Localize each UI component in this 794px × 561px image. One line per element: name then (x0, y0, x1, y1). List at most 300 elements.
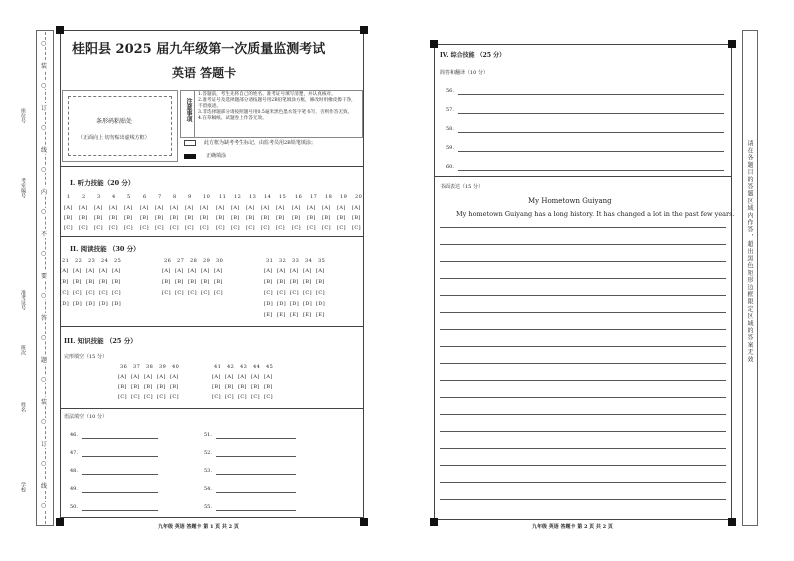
cut-mark: 装 (41, 399, 48, 406)
essay-line[interactable] (440, 288, 726, 296)
answer-bubble[interactable]: [C] (292, 225, 301, 231)
answer-blank[interactable] (216, 451, 296, 457)
answer-bubble[interactable]: [B] (73, 279, 82, 285)
cut-mark: 不 (41, 231, 48, 238)
answer-bubble[interactable]: [A] (337, 205, 346, 211)
answer-bubble[interactable]: [B] (99, 279, 108, 285)
answer-bubble[interactable]: [D] (99, 301, 109, 307)
answer-bubble[interactable]: [A] (264, 374, 273, 380)
answer-bubble[interactable]: [A] (60, 268, 69, 274)
answer-bubble[interactable]: [B] (277, 279, 286, 285)
essay-line[interactable] (440, 322, 726, 330)
school-label: 学校 (20, 482, 26, 492)
answer-bubble[interactable]: [A] (86, 268, 95, 274)
answer-bubble[interactable]: [A] (322, 205, 331, 211)
answer-bubble[interactable]: [A] (307, 205, 316, 211)
question-number: 28 (190, 258, 198, 264)
question-number: 34 (305, 258, 313, 264)
question-number: 40 (172, 364, 180, 370)
question-number: 44 (253, 364, 261, 370)
question-number: 3 (97, 194, 101, 200)
answer-bubble[interactable]: [B] (155, 215, 164, 221)
essay-line[interactable] (440, 492, 726, 500)
section1-title: I. 听力技能（20 分） (70, 179, 135, 187)
blank-number: 51. (204, 432, 212, 438)
question-number: 6 (143, 194, 147, 200)
corner-mark (728, 40, 736, 48)
answer-bubble[interactable]: [A] (303, 268, 312, 274)
answer-bubble[interactable]: [A] (200, 205, 209, 211)
cut-mark: 线 (41, 147, 48, 154)
answer-bubble[interactable]: [C] (60, 290, 69, 296)
question-number: 7 (158, 194, 162, 200)
answer-blank[interactable] (82, 433, 158, 439)
question-number: 12 (234, 194, 242, 200)
absent-box[interactable] (184, 140, 196, 146)
answer-bubble[interactable]: [A] (79, 205, 88, 211)
answer-bubble[interactable]: [A] (251, 374, 260, 380)
answer-bubble[interactable]: [B] (290, 279, 299, 285)
question-number: 14 (264, 194, 272, 200)
cut-mark: 要 (41, 273, 48, 280)
answer-bubble[interactable]: [A] (290, 268, 299, 274)
essay-line[interactable] (440, 407, 726, 415)
answer-bubble[interactable]: [D] (277, 301, 287, 307)
cut-mark: ○ (41, 418, 47, 425)
answer-bubble[interactable]: [B] (157, 384, 166, 390)
cut-mark: 装 (41, 63, 48, 70)
question-number: 13 (249, 194, 257, 200)
answer-blank[interactable] (82, 451, 158, 457)
question-number: 17 (310, 194, 318, 200)
qa-number: 59. (446, 145, 454, 151)
answer-bubble[interactable]: [C] (290, 290, 299, 296)
answer-bubble[interactable]: [C] (86, 290, 95, 296)
cut-mark: 内 (41, 189, 48, 196)
answer-bubble[interactable]: [B] (170, 384, 179, 390)
answer-bubble[interactable]: [B] (231, 215, 240, 221)
footer-page1: 九年级 英语 答题卡 第 1 页 共 2 页 (158, 524, 239, 530)
answer-bubble[interactable]: [B] (162, 279, 171, 285)
answer-bubble[interactable]: [C] (231, 225, 240, 231)
absent-note: 此方框为缺考考生标记，由监考员用2B铅笔填涂； (204, 140, 316, 146)
essay-line[interactable] (440, 220, 726, 228)
essay-line[interactable] (440, 254, 726, 262)
essay-line[interactable] (440, 424, 726, 432)
question-number: 16 (295, 194, 303, 200)
answer-bubble[interactable]: [B] (322, 215, 331, 221)
answer-bubble[interactable]: [B] (303, 279, 312, 285)
answer-bubble[interactable]: [B] (352, 215, 361, 221)
barcode-inner (68, 96, 172, 156)
essay-line[interactable] (440, 441, 726, 449)
answer-bubble[interactable]: [B] (216, 215, 225, 221)
qa-answer-line[interactable] (458, 108, 724, 114)
answer-bubble[interactable]: [A] (109, 205, 118, 211)
answer-bubble[interactable]: [C] (307, 225, 316, 231)
blank-number: 50. (70, 504, 78, 510)
question-number: 1 (67, 194, 71, 200)
answer-bubble[interactable]: [B] (175, 279, 184, 285)
answer-bubble[interactable]: [C] (124, 225, 133, 231)
answer-bubble[interactable]: [B] (112, 279, 121, 285)
blank-number: 52. (204, 450, 212, 456)
answer-bubble[interactable]: [A] (214, 268, 223, 274)
answer-bubble[interactable]: [A] (212, 374, 221, 380)
divider (60, 408, 364, 409)
answer-bubble[interactable]: [B] (264, 279, 273, 285)
section3-title: III. 知识技能 （25 分） (64, 337, 137, 345)
answer-bubble[interactable]: [C] (109, 225, 118, 231)
answer-bubble[interactable]: [C] (112, 290, 121, 296)
notice-label: 注意事项 (185, 98, 192, 122)
cut-mark: ○ (41, 82, 47, 89)
answer-bubble[interactable]: [A] (94, 205, 103, 211)
answer-bubble[interactable]: [B] (140, 215, 149, 221)
answer-blank[interactable] (216, 505, 296, 511)
question-number: 10 (203, 194, 211, 200)
qa-answer-line[interactable] (458, 89, 724, 95)
answer-bubble[interactable]: [C] (73, 290, 82, 296)
answer-bubble[interactable]: [C] (131, 394, 140, 400)
question-number: 19 (340, 194, 348, 200)
answer-bubble[interactable]: [C] (144, 394, 153, 400)
answer-bubble[interactable]: [C] (246, 225, 255, 231)
essay-line[interactable] (440, 475, 726, 483)
answer-bubble[interactable]: [B] (64, 215, 73, 221)
answer-bubble[interactable]: [B] (292, 215, 301, 221)
question-number: 33 (292, 258, 300, 264)
answer-bubble[interactable]: [C] (157, 394, 166, 400)
answer-blank[interactable] (82, 487, 158, 493)
answer-bubble[interactable]: [D] (60, 301, 70, 307)
answer-bubble[interactable]: [D] (316, 301, 326, 307)
answer-bubble[interactable]: [C] (212, 394, 221, 400)
question-number: 30 (216, 258, 224, 264)
corner-mark (728, 518, 736, 526)
answer-bubble[interactable]: [B] (200, 215, 209, 221)
answer-bubble[interactable]: [B] (201, 279, 210, 285)
answer-bubble[interactable]: [C] (79, 225, 88, 231)
answer-bubble[interactable]: [C] (316, 290, 325, 296)
answer-bubble[interactable]: [C] (264, 290, 273, 296)
question-number: 37 (133, 364, 141, 370)
answer-bubble[interactable]: [C] (277, 290, 286, 296)
answer-bubble[interactable]: [B] (276, 215, 285, 221)
name-label: 姓名 (20, 402, 26, 412)
cut-mark: ○ (41, 292, 47, 299)
answer-bubble[interactable]: [A] (277, 268, 286, 274)
answer-bubble[interactable]: [A] (73, 268, 82, 274)
corner-mark (360, 518, 368, 526)
answer-bubble[interactable]: [B] (188, 279, 197, 285)
answer-blank[interactable] (82, 505, 158, 511)
answer-bubble[interactable]: [A] (352, 205, 361, 211)
cut-mark: 题 (41, 357, 48, 364)
answer-bubble[interactable]: [B] (316, 279, 325, 285)
footer-page2: 九年级 英语 答题卡 第 2 页 共 2 页 (532, 524, 613, 530)
answer-bubble[interactable]: [C] (251, 394, 260, 400)
answer-bubble[interactable]: [C] (214, 290, 223, 296)
answer-bubble[interactable]: [C] (188, 290, 197, 296)
answer-bubble[interactable]: [C] (200, 225, 209, 231)
question-number: 21 (62, 258, 70, 264)
cut-mark: ○ (41, 166, 47, 173)
question-number: 41 (214, 364, 222, 370)
answer-bubble[interactable]: [B] (118, 384, 127, 390)
essay-title: My Hometown Guiyang (528, 197, 612, 205)
corner-mark (430, 40, 438, 48)
answer-bubble[interactable]: [D] (73, 301, 83, 307)
answer-bubble[interactable]: [E] (303, 312, 312, 318)
notice-divider (194, 90, 195, 138)
answer-bubble[interactable]: [C] (64, 225, 73, 231)
answer-bubble[interactable]: [C] (225, 394, 234, 400)
answer-bubble[interactable]: [A] (175, 268, 184, 274)
question-number: 2 (82, 194, 86, 200)
answer-bubble[interactable]: [D] (303, 301, 313, 307)
answer-bubble[interactable]: [B] (124, 215, 133, 221)
answer-blank[interactable] (82, 469, 158, 475)
cut-mark: ○ (41, 334, 47, 341)
divider (60, 236, 364, 237)
notice-item: 4.在草稿纸、试题卷上作答无效。 (198, 116, 267, 121)
blank-number: 46. (70, 432, 78, 438)
question-number: 27 (177, 258, 185, 264)
page-subtitle: 英语 答题卡 (172, 66, 237, 80)
answer-bubble[interactable]: [A] (261, 205, 270, 211)
answer-bubble[interactable]: [A] (99, 268, 108, 274)
question-number: 31 (266, 258, 274, 264)
blank-number: 49. (70, 486, 78, 492)
answer-bubble[interactable]: [A] (246, 205, 255, 211)
answer-bubble[interactable]: [C] (185, 225, 194, 231)
section4-title: IV. 综合技能 （25 分） (440, 52, 506, 59)
answer-bubble[interactable]: [B] (170, 215, 179, 221)
blank-number: 53. (204, 468, 212, 474)
answer-bubble[interactable]: [E] (316, 312, 325, 318)
answer-bubble[interactable]: [D] (112, 301, 122, 307)
answer-bubble[interactable]: [C] (303, 290, 312, 296)
answer-bubble[interactable]: [A] (188, 268, 197, 274)
answer-bubble[interactable]: [A] (170, 374, 179, 380)
question-number: 42 (227, 364, 235, 370)
answer-bubble[interactable]: [A] (64, 205, 73, 211)
question-number: 32 (279, 258, 287, 264)
question-number: 8 (173, 194, 177, 200)
page-title: 桂阳县 2025 届九年级第一次质量监测考试 (72, 42, 326, 57)
cut-mark: ○ (41, 376, 47, 383)
seat-number-label: 座位号 (20, 108, 26, 123)
notice-item: 1.答题前，考生先将自己的姓名、准考证号填写清楚，并认真核对。 (198, 92, 336, 97)
essay-line[interactable] (440, 356, 726, 364)
essay-line[interactable] (440, 305, 726, 313)
answer-bubble[interactable]: [A] (124, 205, 133, 211)
answer-bubble[interactable]: [B] (238, 384, 247, 390)
question-number: 15 (279, 194, 287, 200)
answer-bubble[interactable]: [A] (144, 374, 153, 380)
right-margin-notice: 请在各题目的答题区域内作答，超出黑色矩形边框限定区域的答案无效 (746, 140, 753, 364)
answer-bubble[interactable]: [C] (201, 290, 210, 296)
qa-answer-line[interactable] (458, 165, 724, 171)
answer-bubble[interactable]: [A] (140, 205, 149, 211)
answer-blank[interactable] (216, 487, 296, 493)
answer-bubble[interactable]: [C] (261, 225, 270, 231)
qa-answer-line[interactable] (458, 146, 724, 152)
cut-mark: ○ (41, 460, 47, 467)
essay-line[interactable] (440, 373, 726, 381)
cut-mark: 订 (41, 105, 48, 112)
writing-label: 书面表达（15 分） (440, 184, 483, 190)
answer-bubble[interactable]: [A] (316, 268, 325, 274)
answer-bubble[interactable]: [C] (216, 225, 225, 231)
answer-bubble[interactable]: [D] (264, 301, 274, 307)
exam-id-label: 准考证号 (20, 290, 26, 310)
answer-bubble[interactable]: [B] (79, 215, 88, 221)
answer-bubble[interactable]: [C] (276, 225, 285, 231)
corner-mark (56, 518, 64, 526)
notice-item: 2.准考证号及选择题部分请按题号用2B铅笔填涂方框，修改时用橡皮擦干净，不留痕迹。 (198, 98, 356, 109)
answer-bubble[interactable]: [B] (60, 279, 69, 285)
answer-bubble[interactable]: [C] (352, 225, 361, 231)
answer-bubble[interactable]: [A] (292, 205, 301, 211)
answer-bubble[interactable]: [A] (170, 205, 179, 211)
answer-bubble[interactable]: [A] (276, 205, 285, 211)
answer-bubble[interactable]: [B] (86, 279, 95, 285)
cut-mark: 订 (41, 441, 48, 448)
answer-bubble[interactable]: [B] (109, 215, 118, 221)
answer-bubble[interactable]: [E] (264, 312, 273, 318)
question-number: 18 (325, 194, 333, 200)
answer-bubble[interactable]: [C] (322, 225, 331, 231)
question-number: 4 (112, 194, 116, 200)
essay-first-line: My hometown Guiyang has a long history. It has changed a lot in the past few years. (456, 210, 735, 218)
question-number: 11 (219, 194, 227, 200)
answer-bubble[interactable]: [A] (162, 268, 171, 274)
answer-bubble[interactable]: [C] (170, 394, 179, 400)
answer-bubble[interactable]: [A] (155, 205, 164, 211)
answer-bubble[interactable]: [D] (86, 301, 96, 307)
answer-bubble[interactable]: [C] (238, 394, 247, 400)
corner-mark (56, 26, 64, 34)
answer-bubble[interactable]: [A] (131, 374, 140, 380)
answer-bubble[interactable]: [B] (225, 384, 234, 390)
essay-line[interactable] (440, 390, 726, 398)
answer-bubble[interactable]: [B] (212, 384, 221, 390)
answer-bubble[interactable]: [B] (261, 215, 270, 221)
answer-bubble[interactable]: [B] (251, 384, 260, 390)
answer-bubble[interactable]: [A] (238, 374, 247, 380)
answer-bubble[interactable]: [C] (140, 225, 149, 231)
essay-line[interactable] (440, 237, 726, 245)
answer-bubble[interactable]: [A] (157, 374, 166, 380)
answer-bubble[interactable]: [B] (307, 215, 316, 221)
barcode-label: 条形码粘贴处 (96, 118, 133, 125)
answer-bubble[interactable]: [B] (264, 384, 273, 390)
question-number: 39 (159, 364, 167, 370)
question-number: 23 (88, 258, 96, 264)
question-number: 22 (75, 258, 83, 264)
answer-bubble[interactable]: [C] (337, 225, 346, 231)
blank-number: 48. (70, 468, 78, 474)
qa-number: 57. (446, 107, 454, 113)
cut-mark: ○ (41, 124, 47, 131)
qa-number: 58. (446, 126, 454, 132)
qa-label: 简答和翻译（10 分） (440, 70, 488, 76)
answer-bubble[interactable]: [C] (99, 290, 108, 296)
question-number: 24 (101, 258, 109, 264)
answer-bubble[interactable]: [B] (246, 215, 255, 221)
divider (60, 166, 364, 167)
cut-mark: ○ (41, 250, 47, 257)
question-number: 26 (164, 258, 172, 264)
answer-bubble[interactable]: [A] (112, 268, 121, 274)
grammar-label: 语法填空（10 分） (64, 414, 107, 420)
answer-bubble[interactable]: [A] (231, 205, 240, 211)
answer-bubble[interactable]: [B] (131, 384, 140, 390)
corner-mark (430, 518, 438, 526)
answer-bubble[interactable]: [C] (170, 225, 179, 231)
answer-bubble[interactable]: [A] (264, 268, 273, 274)
corner-mark (360, 26, 368, 34)
answer-bubble[interactable]: [A] (118, 374, 127, 380)
answer-bubble[interactable]: [A] (185, 205, 194, 211)
question-number: 36 (120, 364, 128, 370)
notice-item: 3.非选择题部分请按照题号用0.5毫米黑色墨水签字笔书写，否则作答无效。 (198, 110, 353, 115)
qa-number: 60. (446, 164, 454, 170)
question-number: 29 (203, 258, 211, 264)
answer-bubble[interactable]: [C] (162, 290, 171, 296)
section2-title: II. 阅读技能 （30 分） (70, 245, 140, 253)
essay-line[interactable] (440, 339, 726, 347)
answer-bubble[interactable]: [C] (264, 394, 273, 400)
answer-blank[interactable] (216, 469, 296, 475)
cut-mark: ○ (41, 40, 47, 47)
cut-mark: ○ (41, 502, 47, 509)
essay-line[interactable] (440, 458, 726, 466)
cut-mark: ○ (41, 208, 47, 215)
answer-bubble[interactable]: [C] (155, 225, 164, 231)
blank-number: 54. (204, 486, 212, 492)
cloze-label: 完形填空（15 分） (64, 354, 107, 360)
answer-bubble[interactable]: [B] (94, 215, 103, 221)
answer-bubble[interactable]: [C] (175, 290, 184, 296)
answer-bubble[interactable]: [A] (225, 374, 234, 380)
answer-bubble[interactable]: [A] (216, 205, 225, 211)
answer-bubble[interactable]: [C] (118, 394, 127, 400)
question-number: 20 (355, 194, 363, 200)
question-number: 45 (266, 364, 274, 370)
room-number-label: 考室编号 (20, 178, 26, 198)
essay-line[interactable] (440, 271, 726, 279)
answer-bubble[interactable]: [D] (290, 301, 300, 307)
answer-bubble[interactable]: [B] (337, 215, 346, 221)
answer-blank[interactable] (216, 433, 296, 439)
answer-bubble[interactable]: [C] (94, 225, 103, 231)
answer-bubble[interactable]: [E] (290, 312, 299, 318)
question-number: 38 (146, 364, 154, 370)
answer-bubble[interactable]: [E] (277, 312, 286, 318)
answer-bubble[interactable]: [B] (144, 384, 153, 390)
qa-number: 56. (446, 88, 454, 94)
qa-answer-line[interactable] (458, 127, 724, 133)
answer-bubble[interactable]: [B] (185, 215, 194, 221)
answer-bubble[interactable]: [A] (201, 268, 210, 274)
fill-example-label: 正确填涂 (206, 153, 227, 159)
question-number: 25 (114, 258, 122, 264)
question-number: 5 (127, 194, 131, 200)
answer-bubble[interactable]: [B] (214, 279, 223, 285)
